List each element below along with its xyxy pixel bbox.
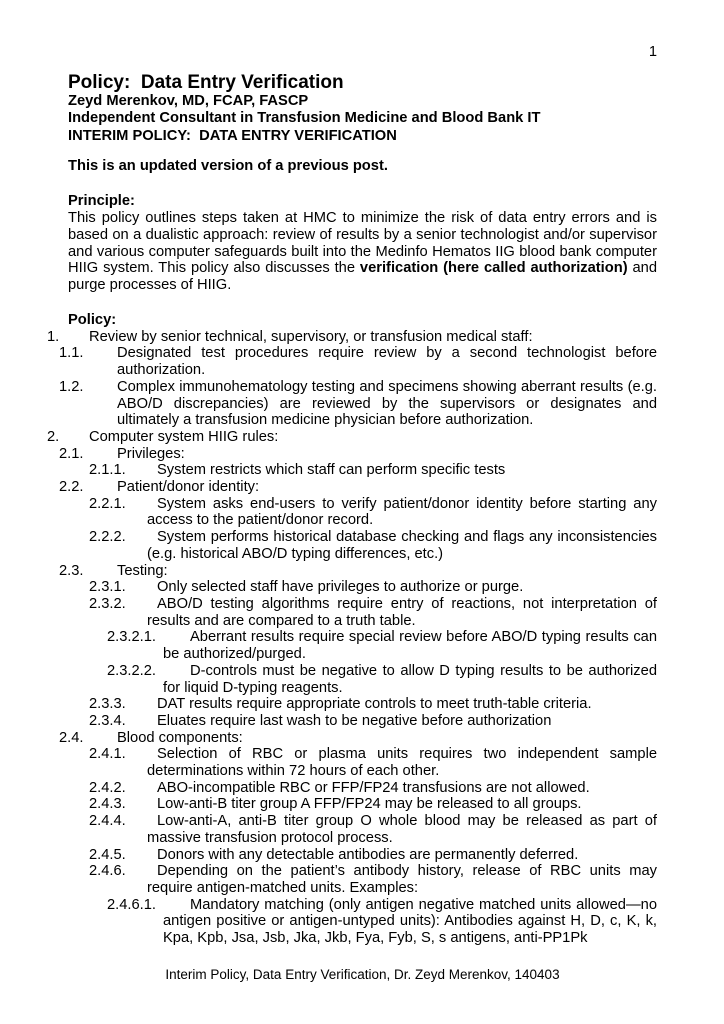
item-text: Aberrant results require special review before ABO/D typing results can be authorized/purged.	[163, 629, 657, 663]
policy-item-1	[47, 328, 657, 346]
policy-item-2-4-6-1	[68, 897, 657, 947]
policy-item-1-1	[59, 345, 657, 379]
page-number: 1	[648, 44, 657, 60]
item-text: Complex immunohematology testing and specimens showing aberrant results (e.g. ABO/D discrepancies) are reviewed by the supervisors or designates and ultimately a transfusion medicine physician before authorization.	[117, 378, 657, 429]
policy-item-2-2	[59, 479, 657, 496]
item-number: 1.2.	[59, 378, 84, 395]
policy-item-2-1	[59, 445, 657, 463]
policy-item-1-2	[59, 378, 657, 429]
item-number: 2.2.	[59, 479, 84, 496]
policy-item-2-4-3	[68, 796, 657, 813]
item-number: 2.3.2.1.	[107, 629, 156, 646]
author-role-line: Independent Consultant in Transfusion Medicine and Blood Bank IT	[68, 110, 541, 127]
item-number: 2.4.6.	[89, 863, 126, 880]
item-text: Designated test procedures require review by a second technologist before authorization.	[117, 345, 657, 379]
item-text: Mandatory matching (only antigen negative matched units allowed—no antigen positive or antigen-untyped units): Antibodies against H, D, c, K, k, Kpa, Kpb, Jsa, Jsb, Jka, Jkb, Fya, Fyb, S, s antigens, anti-PP1Pk	[163, 896, 657, 947]
item-text: System asks end-users to verify patient/donor identity before starting any access to the patient/donor record.	[147, 495, 657, 529]
author-line: Zeyd Merenkov, MD, FCAP, FASCP	[68, 93, 309, 109]
policy-item-2-2-2	[68, 529, 657, 562]
item-text: Selection of RBC or plasma units requires two independent sample determinations within 72 hours of each other.	[147, 746, 657, 780]
item-number: 1.	[47, 328, 60, 345]
policy-item-2-2-1	[68, 496, 657, 529]
policy-item-2-3-1	[68, 579, 657, 596]
footer-line: Interim Policy, Data Entry Verification, Dr. Zeyd Merenkov, 140403	[165, 966, 560, 982]
item-text: Low-anti-B titer group A FFP/FP24 may be released to all groups.	[157, 796, 582, 813]
item-number: 2.2.2.	[89, 529, 126, 546]
principle-heading: Principle:	[68, 193, 135, 210]
policy-item-2-4-1	[68, 746, 657, 779]
item-text: Eluates require last wash to be negative before authorization	[157, 712, 552, 729]
item-number: 2.4.5.	[89, 846, 126, 863]
policy-list	[47, 328, 657, 947]
item-text: Donors with any detectable antibodies are permanently deferred.	[157, 846, 579, 863]
item-number: 2.2.1.	[89, 495, 126, 512]
item-number: 2.4.	[59, 729, 84, 746]
item-text: D-controls must be negative to allow D typing results to be authorized for liquid D-typing reagents.	[163, 662, 657, 696]
item-text: Testing:	[117, 562, 168, 579]
policy-item-2-3-2-2	[68, 663, 657, 696]
item-number: 2.3.1.	[89, 579, 126, 596]
policy-heading: Policy:	[68, 311, 117, 328]
item-number: 2.4.3.	[89, 796, 126, 813]
item-text: ABO/D testing algorithms require entry of reactions, not interpretation of results and are compared to a truth table.	[147, 595, 657, 629]
policy-item-2-3-3	[68, 696, 657, 713]
policy-item-2-3	[59, 562, 657, 580]
item-number: 2.3.3.	[89, 696, 126, 713]
item-number: 2.	[47, 428, 60, 445]
item-text: Blood components:	[117, 729, 243, 746]
item-number: 2.4.4.	[89, 813, 126, 830]
interim-policy-line: INTERIM POLICY: DATA ENTRY VERIFICATION	[68, 127, 397, 144]
item-number: 2.1.1.	[89, 462, 126, 479]
item-number: 2.4.2.	[89, 779, 126, 796]
policy-item-2-4	[59, 729, 657, 747]
item-number: 2.3.2.2.	[107, 662, 156, 679]
principle-text-before: This policy outlines steps taken at HMC to minimize the risk of data entry errors and is based on a dualistic approach: review of results by a senior technologist and/or supervisor and various computer safeguards built into the Medinfo Hematos IIG blood bank computer HIIG system. This policy also discusses the	[68, 210, 657, 277]
item-text: Privileges:	[117, 445, 185, 462]
item-text: ABO-incompatible RBC or FFP/FP24 transfusions are not allowed.	[157, 779, 590, 796]
item-text: Computer system HIIG rules:	[89, 428, 279, 445]
policy-item-2	[47, 428, 657, 446]
item-text: Review by senior technical, supervisory, or transfusion medical staff:	[89, 328, 533, 345]
item-text: System restricts which staff can perform specific tests	[157, 462, 506, 479]
item-number: 1.1.	[59, 345, 84, 362]
policy-item-2-4-4	[68, 813, 657, 846]
principle-text-bold: verification (here called authorization)	[359, 260, 628, 277]
item-number: 2.4.6.1.	[107, 896, 156, 913]
item-text: System performs historical database checking and flags any inconsistencies (e.g. historical ABO/D typing differences, etc.)	[147, 529, 657, 562]
policy-item-2-1-1	[68, 462, 657, 479]
policy-item-2-4-5	[68, 847, 657, 864]
page-content	[47, 0, 658, 983]
item-text: Patient/donor identity:	[117, 479, 260, 496]
document-title: Policy: Data Entry Verification	[68, 72, 344, 93]
policy-item-2-3-4	[68, 713, 657, 730]
policy-item-2-3-2-1	[68, 629, 657, 662]
policy-item-2-3-2	[68, 596, 657, 629]
policy-item-2-4-6	[68, 863, 657, 896]
item-number: 2.3.2.	[89, 595, 126, 612]
principle-text-after: and purge processes of HIIG.	[68, 260, 658, 294]
principle-paragraph	[68, 210, 657, 294]
item-number: 2.3.	[59, 562, 84, 579]
item-number: 2.1.	[59, 445, 84, 462]
item-number: 2.3.4.	[89, 712, 126, 729]
item-text: Only selected staff have privileges to authorize or purge.	[157, 579, 524, 596]
policy-item-2-4-2	[68, 780, 657, 797]
item-number: 2.4.1.	[89, 746, 126, 763]
item-text: Depending on the patient’s antibody history, release of RBC units may require antigen-matched units. Examples:	[147, 863, 657, 896]
item-text: DAT results require appropriate controls to meet truth-table criteria.	[157, 696, 592, 713]
item-text: Low-anti-A, anti-B titer group O whole blood may be released as part of massive transfusion protocol process.	[147, 813, 657, 846]
updated-note: This is an updated version of a previous post.	[68, 158, 388, 175]
